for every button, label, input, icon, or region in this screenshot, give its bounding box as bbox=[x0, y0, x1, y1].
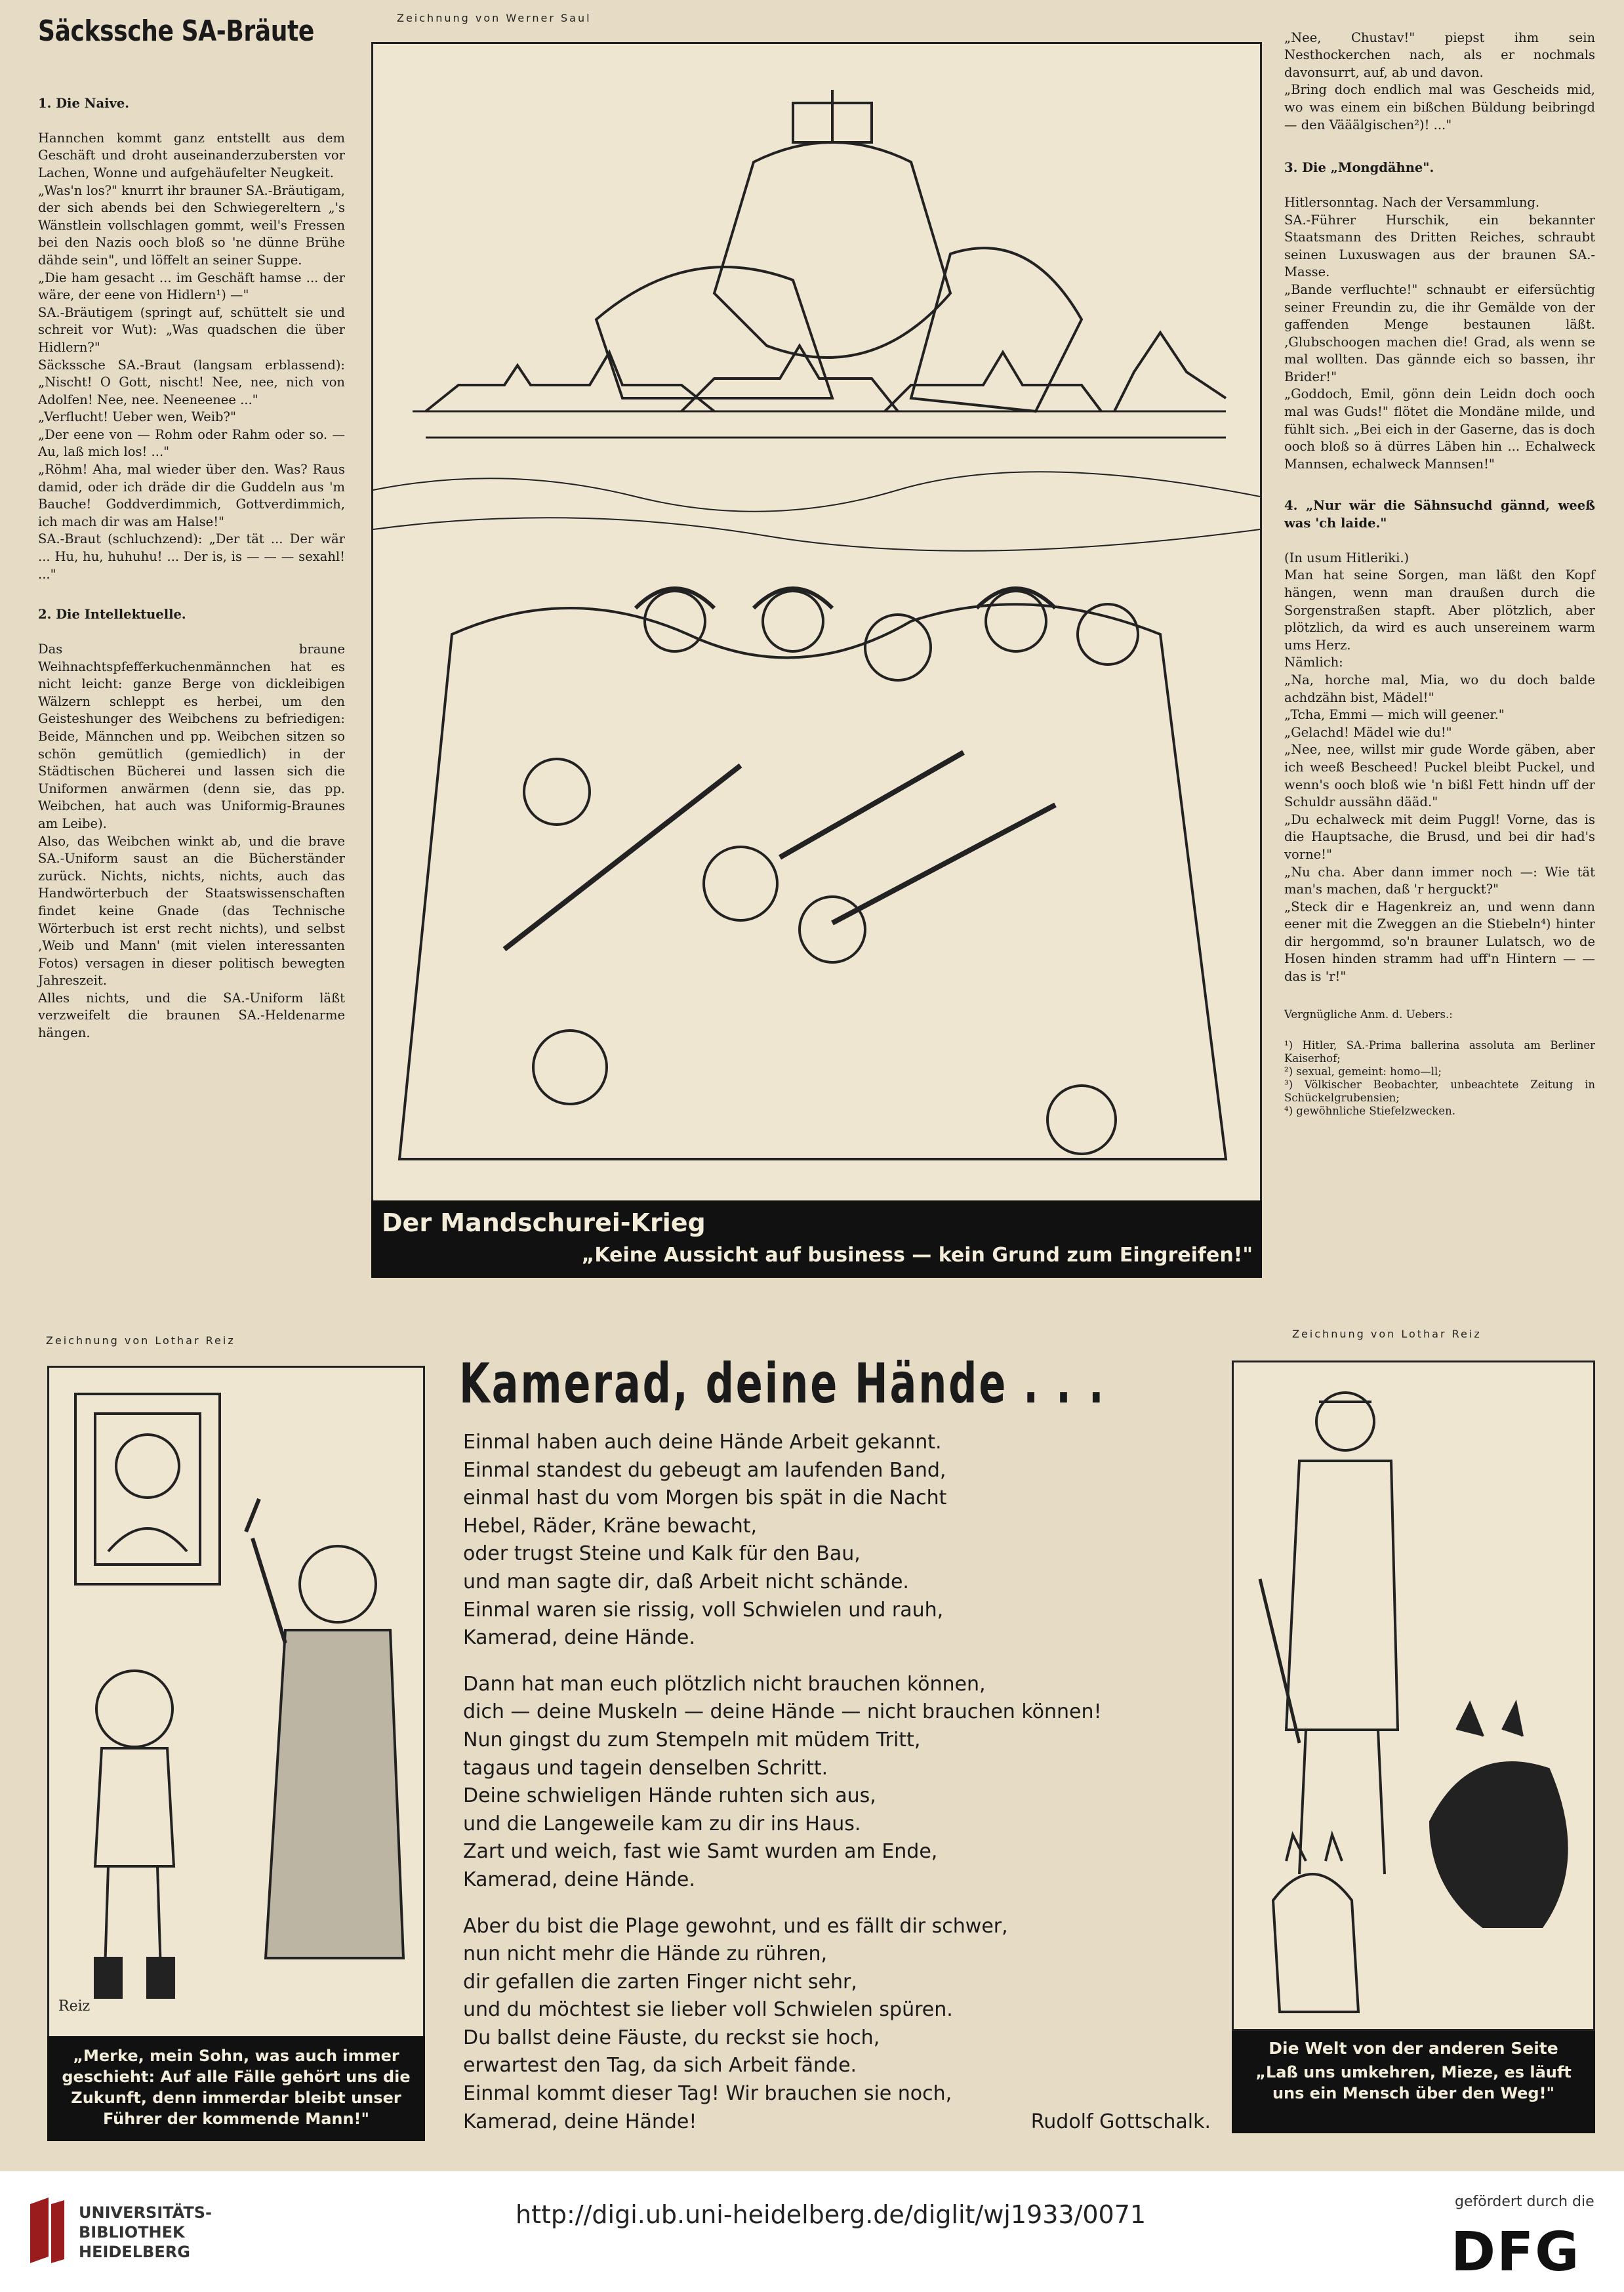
cartoon-manchuria-war bbox=[371, 42, 1262, 1214]
source-url-link[interactable]: http://digi.ub.uni-heidelberg.de/diglit/wj1933/0071 bbox=[516, 2200, 1147, 2229]
soldiers-crowd-drawing bbox=[399, 604, 1226, 1159]
black-cat-drawing bbox=[1431, 1763, 1567, 1927]
cats-caption-text: „Laß uns umkehren, Mieze, es läuft uns ein Mensch über den Weg!" bbox=[1255, 2063, 1572, 2102]
poem-stanza-2 bbox=[463, 1671, 1211, 1894]
artist-signature: Reiz bbox=[58, 1998, 91, 2015]
section-heading-naive: 1. Die Naive. bbox=[38, 95, 130, 111]
giant-figure-drawing bbox=[714, 142, 950, 358]
poem-line: Kamerad, deine Hände. bbox=[463, 1626, 695, 1650]
section-text-mongdaehne: Hitlersonntag. Nach der Versammlung. SA.-Führer Hurschik, ein bekannter Staatsmann des Dritten Reiches, schraubt seinen Luxuswagen aus der braunen SA.-Masse. „Bande verfluchte!" schnaubt er eifersüchtig seiner Freundin zu, die ihr Gemälde von der gaffenden Menge bestaunen läßt. ‚Glubschoogen machen die! Grad, als wenn se mal wollten. Das gännde eich so bassen, ihr Brider!" „Goddoch, Emil, gönn dein Leidn doch ooch mal was Guds!" flötet die Mondäne milde, und fühlt sich. „Bei eich in der Gaserne, das is doch ooch bloß so ä dürres Läben hin ... Echalweck Mannsen, echalweck Mannsen!" bbox=[1284, 194, 1595, 472]
poem-line: Einmal standest du gebeugt am laufenden Band, bbox=[463, 1458, 946, 1482]
cartoon-father-son-illustration bbox=[49, 1368, 423, 2037]
section-text-naive: Hannchen kommt ganz entstellt aus dem Geschäft und droht auseinanderzubersten vor Lachen, Wonne und aufgehäufelter Neugkeit. „Was'n los?" knurrt ihr brauner SA.-Bräutigam, der sich abends bei den Schwiegereltern „'s Wänstlein vollschlagen gommt, weil's Fressen bei den Nazis ooch bloß so 'ne dünne Brühe dähde sein", und löffelt an seiner Suppe. „Die ham gesacht ... im Geschäft hamse ... der wäre, der eene von Hidlern¹) —" SA.-Bräutigem (springt auf, schüttelt sie und schreit vor Wut): „Was quadschen die über Hidlern?" Säckssche SA.-Braut (langsam erblassend): „Nischt! O Gott, nischt! Nee, nee, nich von Adolfen! Nee, nee. Neeneenee ..." „Verflucht! Ueber wen, Weib?" „Der eene von — Rohm oder Rahm oder so. — Au, laß mich los! ..." „Röhm! Aha, mal wieder über den. Was? Raus damid, oder ich dräde dir die Guddeln aus 'm Bauche! Goddverdimmich, Gottverdimmich, ich mach dir was am Halse!" SA.-Braut (schluchzend): „Der tät ... Der wär ... Hu, hu, huhuhu! ... Der is, is — — — sexahl! ..." bbox=[38, 130, 345, 582]
dfg-logo: DFG bbox=[1451, 2221, 1581, 2283]
battleship-drawing bbox=[426, 352, 714, 411]
poem-line: und du möchtest sie lieber voll Schwielen spüren. bbox=[463, 1998, 953, 2022]
poem-line: Einmal haben auch deine Hände Arbeit gekannt. bbox=[463, 1431, 942, 1454]
cartoon-cats-illustration bbox=[1234, 1362, 1593, 2029]
library-name: UNIVERSITÄTS- BIBLIOTHEK HEIDELBERG bbox=[79, 2203, 213, 2261]
translator-notes-heading: Vergnügliche Anm. d. Uebers.: bbox=[1284, 1008, 1453, 1021]
cartoon-cats bbox=[1232, 1361, 1595, 2031]
poem-line: Aber du bist die Plage gewohnt, und es fällt dir schwer, bbox=[463, 1914, 1008, 1938]
cartoon-caption-cats bbox=[1232, 2031, 1595, 2133]
poem-line: Hebel, Räder, Kräne bewacht, bbox=[463, 1514, 758, 1538]
boy-drawing bbox=[96, 1671, 173, 1747]
cartoon-caption-title: Der Mandschurei-Krieg bbox=[382, 1208, 706, 1237]
section-heading-intellektuelle: 2. Die Intellektuelle. bbox=[38, 606, 186, 622]
poem-last-line bbox=[463, 2108, 1211, 2137]
poem-author: Rudolf Gottschalk. bbox=[1030, 2110, 1211, 2133]
section-heading-mongdaehne: 3. Die „Mongdähne". bbox=[1284, 159, 1434, 175]
section-text-intellektuelle: Das braune Weihnachtspfefferkuchenmännchen hat es nicht leicht: ganze Berge von dickleibigen Wälzern schleppt es herbei, um den Geisteshunger des Weibchens zu befriedigen: Beide, Männchen und pp. Weibchen sitzen so schön gemütlich (gemiedlich) in der Städtischen Bücherei und lassen sich die Uniformen anwärmen (denn sie, das pp. Weibchen, hat auch was Uniformig-Braunes am Leibe). Also, das Weibchen winkt ab, und die brave SA.-Uniform saust an die Bücherständer zurück. Nichts, nichts, nichts, auch das Handwörterbuch der Staatswissenschaften findet keine Gnade (das Technische Wörterbuch ist erst recht nichts), und selbst ‚Weib und Mann' (mit vielen interessanten Fotos) versagen in dieser politisch bewegten Jahreszeit. Alles nichts, und die SA.-Uniform läßt verzweifelt die braunen SA.-Heldenarme hängen. bbox=[38, 642, 345, 1041]
cartoon-caption-text: „Keine Aussicht auf business — kein Grund zum Eingreifen!" bbox=[581, 1244, 1253, 1267]
father-drawing bbox=[300, 1546, 376, 1622]
poem-line: nun nicht mehr die Hände zu rühren, bbox=[463, 1942, 827, 1966]
white-cat-drawing bbox=[1273, 1874, 1358, 2012]
poem-line: erwartest den Tag, da sich Arbeit fände. bbox=[463, 2054, 857, 2077]
poem-line: Nun gingst du zum Stempeln mit müdem Tritt, bbox=[463, 1728, 921, 1751]
column-title: Säckssche SA-Bräute bbox=[38, 14, 314, 48]
cartoon-credit-reiz-left: Zeichnung von Lothar Reiz bbox=[46, 1334, 235, 1347]
poem-line: tagaus und tagein denselben Schritt. bbox=[463, 1756, 828, 1780]
poem-line: Zart und weich, fast wie Samt wurden am Ende, bbox=[463, 1840, 938, 1864]
poem-stanza-1 bbox=[463, 1429, 1211, 1652]
section-text-continued: „Nee, Chustav!" piepst ihm sein Nesthockerchen nach, als er nochmals davonsurrt, auf, ab und davon. „Bring doch endlich mal was Gescheids mid, wo was einem ein bißchen Büldung beibringd — den Vääälgischen²)! ..." bbox=[1284, 30, 1595, 133]
poem-line: oder trugst Steine und Kalk für den Bau, bbox=[463, 1542, 861, 1566]
poem-line: Dann hat man euch plötzlich nicht brauchen können, bbox=[463, 1672, 986, 1696]
poem-line: Einmal kommt dieser Tag! Wir brauchen sie noch, bbox=[463, 2082, 952, 2106]
right-text-column bbox=[1284, 12, 1595, 1135]
poem-body bbox=[463, 1429, 1211, 2154]
poem-stanza-3 bbox=[463, 1913, 1211, 2137]
cartoon-credit-reiz-right: Zeichnung von Lothar Reiz bbox=[1292, 1328, 1482, 1340]
left-text-column bbox=[38, 77, 345, 1059]
cartoon-caption-father-son: „Merke, mein Sohn, was auch immer geschieht: Auf alle Fälle gehört uns die Zukunft, denn immerdar bleibt unser Führer der kommende Mann!" bbox=[47, 2036, 425, 2141]
section-text-saehnsuchd: (In usum Hitleriki.) Man hat seine Sorgen, man läßt den Kopf hängen, wenn man draußen durch die Sorgenstraßen stapft. Aber plötzlich, aber plötzlich, da wird es auch unsereinem warm ums Herz. Nämlich: „Na, horche mal, Mia, wo du doch balde achdzähn bist, Mädel!" „Tcha, Emmi — mich will geener." „Gelachd! Mädel wie du!" „Nee, nee, willst mir gude Worde gäben, aber ich weeß Bescheed! Puckel bleibt Puckel, und wenn's ooch bloß wie 'n bißl Fett hindn uff der Schuldr aussähn dääd." „Du echalweck mit deim Puggl! Vorne, das is die Hauptsache, die Brusd, und bei dir had's vorne!" „Nu cha. Aber dann immer noch —: Wie tät man's machen, daß 'r herguckt?" „Steck dir e Hagenkreiz an, und wenn dann eener mit die Zweggen an die Stiebeln⁴) hinter dir hergommd, so'n brauner Lulatsch, wo de Hosen hinden stramm had uff'n Hintern — — das is 'r!" bbox=[1284, 550, 1595, 985]
poem-line: dich — deine Muskeln — deine Hände — nicht brauchen können! bbox=[463, 1700, 1102, 1724]
library-logo-icon bbox=[26, 2198, 68, 2263]
poem-line: einmal hast du vom Morgen bis spät in die Nacht bbox=[463, 1486, 947, 1510]
translator-notes: ¹) Hitler, SA.-Prima ballerina assoluta am Berliner Kaiserhof; ²) sexual, gemeint: homo—ll; ³) Völkischer Beobachter, unbeachtete Zeitung in Schückelgrubensien; ⁴) gewöhnliche Stiefelzwecken. bbox=[1284, 1038, 1595, 1117]
poem-line: und die Langeweile kam zu dir ins Haus. bbox=[463, 1812, 861, 1835]
top-hat-drawing bbox=[793, 90, 872, 142]
cartoon-caption-bar bbox=[371, 1200, 1262, 1278]
poem-line: Kamerad, deine Hände. bbox=[463, 1868, 695, 1891]
poem-line: dir gefallen die zarten Finger nicht sehr, bbox=[463, 1970, 857, 1994]
poem-line: Kamerad, deine Hände! bbox=[463, 2110, 697, 2133]
cats-caption-title: Die Welt von der anderen Seite bbox=[1269, 2039, 1558, 2058]
funding-note: gefördert durch die bbox=[1455, 2194, 1594, 2210]
portrait-frame-drawing bbox=[75, 1394, 220, 1584]
poem-line: Deine schwieligen Hände ruhten sich aus, bbox=[463, 1784, 876, 1808]
cartoon-illustration bbox=[373, 44, 1260, 1212]
section-heading-saehnsuchd: 4. „Nur wär die Sähnsuchd gännd, weeß was 'ch laide." bbox=[1284, 498, 1595, 531]
cartoon-father-son bbox=[47, 1366, 425, 2039]
poem-line: Einmal waren sie rissig, voll Schwielen und rauh, bbox=[463, 1598, 944, 1622]
poem-line: Du ballst deine Fäuste, du reckst sie hoch, bbox=[463, 2026, 880, 2049]
library-footer bbox=[0, 2171, 1624, 2292]
poem-line: und man sagte dir, daß Arbeit nicht schände. bbox=[463, 1570, 909, 1593]
cartoon-credit-saul: Zeichnung von Werner Saul bbox=[397, 12, 592, 24]
poem-title: Kamerad, deine Hände . . . bbox=[459, 1351, 1106, 1416]
